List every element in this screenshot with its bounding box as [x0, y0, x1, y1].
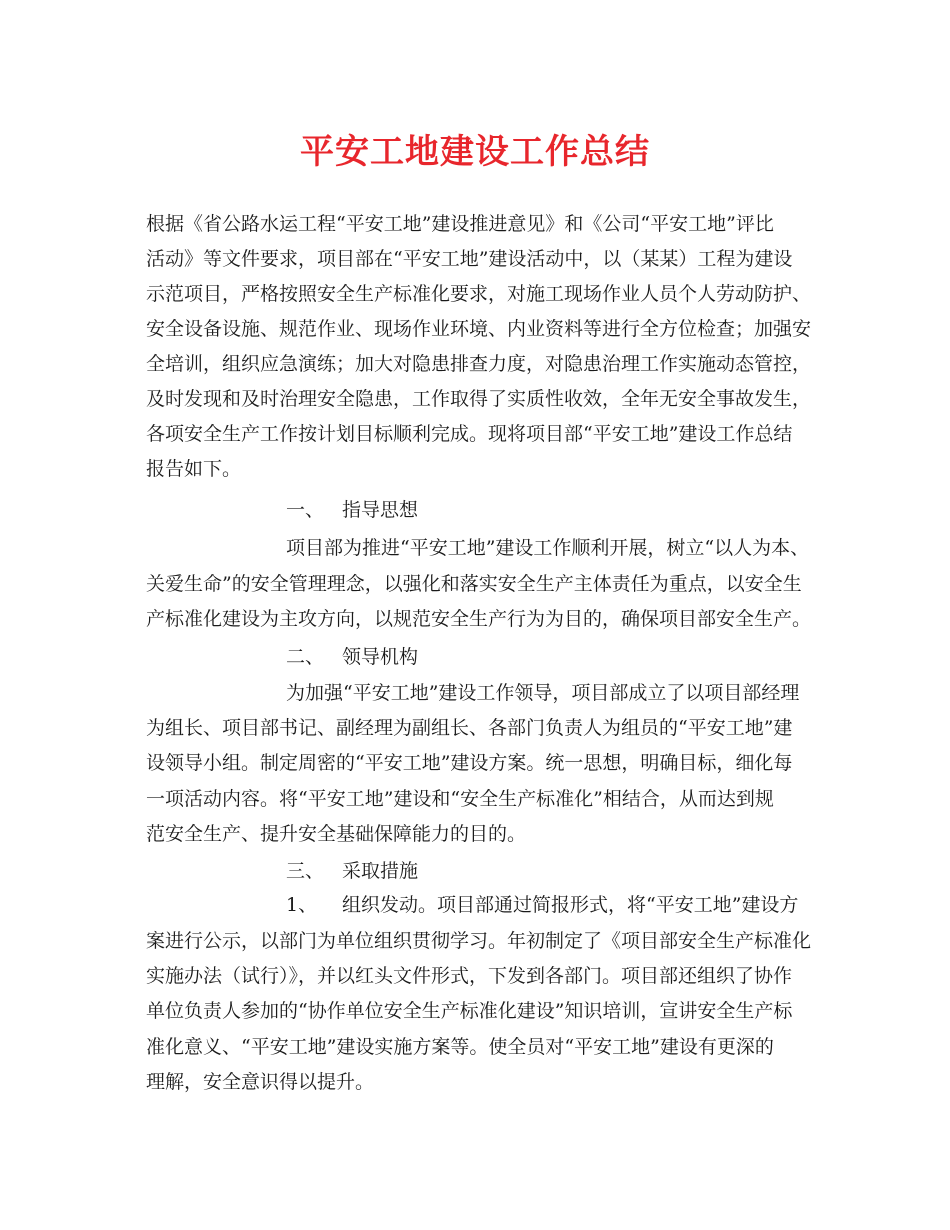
- item-number: 1、: [286, 894, 318, 916]
- section1-line: 产标准化建设为主攻方向，以规范安全生产行为为目的，确保项目部安全生产。: [146, 608, 812, 630]
- section-heading: [286, 497, 418, 523]
- item-lead-text: 组织发动。项目部通过简报形式，将“平安工地”建设方: [342, 894, 799, 916]
- section-number: 二、: [286, 646, 325, 668]
- intro-line: 根据《省公路水运工程“平安工地”建设推进意见》和《公司“平安工地”评比: [146, 213, 774, 235]
- section3-line: 单位负责人参加的“协作单位安全生产标准化建设”知识培训，宣讲安全生产标: [146, 1000, 793, 1022]
- section3-line: 实施办法（试行）》，并以红头文件形式，下发到各部门。项目部还组织了协作: [146, 965, 793, 987]
- section-number: 三、: [286, 860, 325, 882]
- intro-line: 示范项目，严格按照安全生产标准化要求，对施工现场作业人员个人劳动防护、: [146, 283, 812, 305]
- document-title: 平安工地建设工作总结: [300, 132, 650, 172]
- section1-line: 项目部为推进“平安工地”建设工作顺利开展，树立“以人为本、: [286, 537, 810, 559]
- section2-line: 为加强“平安工地”建设工作领导，项目部成立了以项目部经理: [286, 682, 800, 704]
- section2-line: 范安全生产、提升安全基础保障能力的目的。: [146, 823, 527, 845]
- section-heading-text: 采取措施: [342, 860, 419, 882]
- section-number: 一、: [286, 499, 325, 521]
- intro-line: 及时发现和及时治理安全隐患，工作取得了实质性收效，全年无安全事故发生，: [146, 388, 812, 410]
- intro-line: 报告如下。: [146, 458, 242, 480]
- section-heading: [286, 644, 418, 670]
- section-heading-text: 指导思想: [342, 499, 419, 521]
- section2-line: 设领导小组。制定周密的“平安工地”建设方案。统一思想，明确目标，细化每: [146, 752, 793, 774]
- section-heading: [286, 858, 418, 884]
- section3-line: 案进行公示，以部门为单位组织贯彻学习。年初制定了《项目部安全生产标准化: [146, 930, 812, 952]
- section3-item1-lead: [286, 892, 798, 918]
- section-heading-text: 领导机构: [342, 646, 419, 668]
- intro-line: 全培训，组织应急演练；加大对隐患排查力度，对隐患治理工作实施动态管控，: [146, 353, 812, 375]
- intro-line: 活动》等文件要求，项目部在“平安工地”建设活动中，以（某某）工程为建设: [146, 248, 793, 270]
- intro-line: 各项安全生产工作按计划目标顺利完成。现将项目部“平安工地”建设工作总结: [146, 423, 793, 445]
- section2-line: 为组长、项目部书记、副经理为副组长、各部门负责人为组员的“平安工地”建: [146, 717, 793, 739]
- section3-line: 准化意义、“平安工地”建设实施方案等。使全员对“平安工地”建设有更深的: [146, 1036, 774, 1058]
- section1-line: 关爱生命”的安全管理理念，以强化和落实安全生产主体责任为重点，以安全生: [146, 573, 802, 595]
- section2-line: 一项活动内容。将“平安工地”建设和“安全生产标准化”相结合，从而达到规: [146, 788, 774, 810]
- section3-line: 理解，安全意识得以提升。: [146, 1071, 375, 1093]
- intro-line: 安全设备设施、规范作业、现场作业环境、内业资料等进行全方位检查；加强安: [146, 318, 812, 340]
